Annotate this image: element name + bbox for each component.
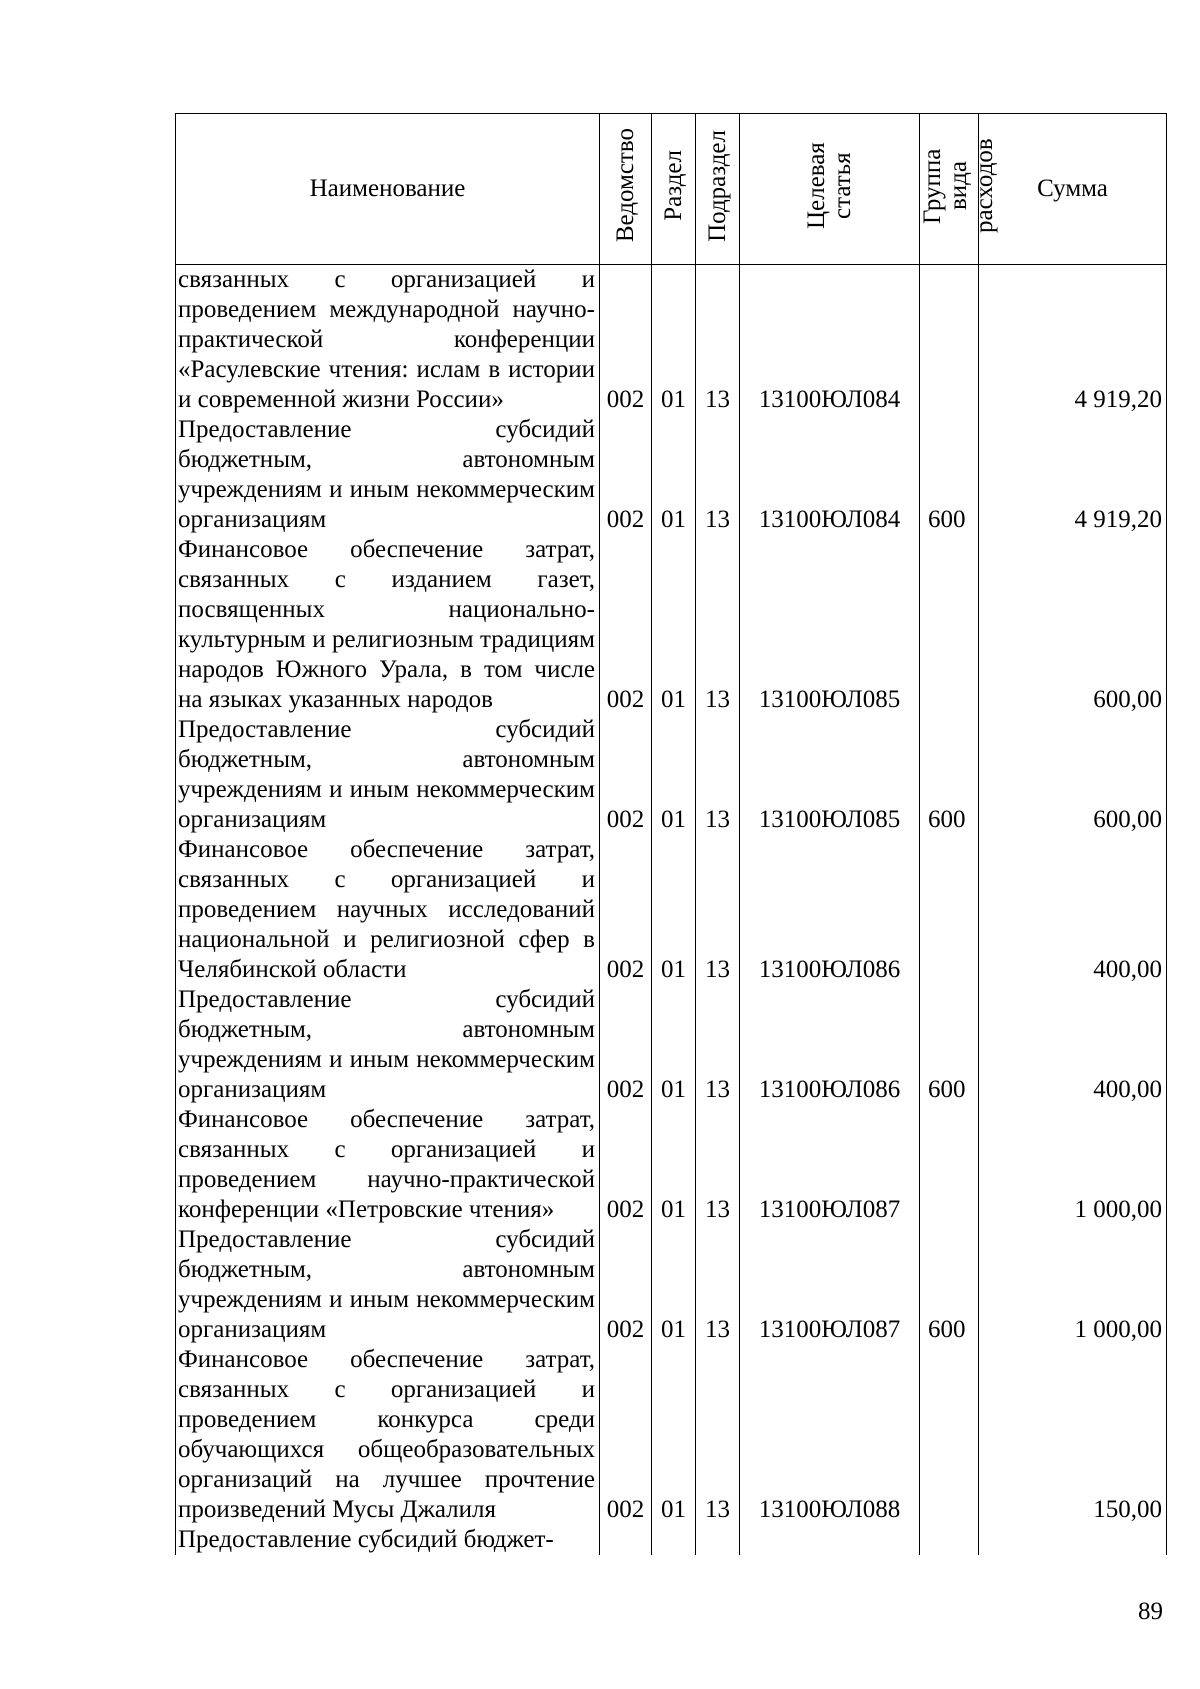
row-summa: 600,00 bbox=[979, 715, 1167, 835]
row-celevaya-statya: 13100ЮЛ086 bbox=[740, 835, 920, 985]
row-razdel: 01 bbox=[652, 415, 696, 535]
row-podrazdel: 13 bbox=[696, 535, 740, 715]
header-name: Наименование bbox=[176, 114, 600, 265]
row-podrazdel: 13 bbox=[696, 715, 740, 835]
table-row bbox=[176, 715, 1167, 835]
row-vedomstvo: 002 bbox=[600, 1345, 652, 1525]
table-row bbox=[176, 415, 1167, 535]
row-razdel: 01 bbox=[652, 535, 696, 715]
budget-table bbox=[175, 113, 1167, 1555]
row-name: связанных с организацией и проведением международной научно-практической конференции «Расулевские чтения: ислам в истории и современной жизни России» bbox=[176, 265, 600, 416]
table-header bbox=[176, 114, 1167, 265]
row-celevaya-statya: 13100ЮЛ087 bbox=[740, 1105, 920, 1225]
row-celevaya-statya: 13100ЮЛ086 bbox=[740, 985, 920, 1105]
header-summa: Сумма bbox=[979, 114, 1167, 265]
row-vedomstvo: 002 bbox=[600, 1225, 652, 1345]
row-name: Предоставление субсидий бюджетным, автономным учреждениям и иным некоммерческим организациям bbox=[176, 415, 600, 535]
row-name: Финансовое обеспечение затрат, связанных с организацией и проведением научно-практической конференции «Петровские чтения» bbox=[176, 1105, 600, 1225]
row-podrazdel: 13 bbox=[696, 1105, 740, 1225]
row-name: Финансовое обеспечение затрат, связанных с изданием газет, посвященных национально-культурным и религиозным традициям народов Южного Урала, в том числе на языках указанных народов bbox=[176, 535, 600, 715]
row-podrazdel: 13 bbox=[696, 415, 740, 535]
row-gruppa bbox=[920, 835, 979, 985]
row-gruppa bbox=[920, 1525, 979, 1555]
table-row bbox=[176, 1105, 1167, 1225]
table-row bbox=[176, 985, 1167, 1105]
row-podrazdel: 13 bbox=[696, 985, 740, 1105]
row-vedomstvo: 002 bbox=[600, 715, 652, 835]
row-razdel: 01 bbox=[652, 1105, 696, 1225]
header-razdel: Раздел bbox=[652, 114, 696, 265]
row-celevaya-statya: 13100ЮЛ085 bbox=[740, 715, 920, 835]
row-podrazdel bbox=[696, 1525, 740, 1555]
row-celevaya-statya: 13100ЮЛ088 bbox=[740, 1345, 920, 1525]
row-celevaya-statya: 13100ЮЛ085 bbox=[740, 535, 920, 715]
row-gruppa: 600 bbox=[920, 1225, 979, 1345]
row-gruppa: 600 bbox=[920, 415, 979, 535]
row-celevaya-statya: 13100ЮЛ084 bbox=[740, 415, 920, 535]
row-razdel bbox=[652, 1525, 696, 1555]
row-razdel: 01 bbox=[652, 1345, 696, 1525]
table-row bbox=[176, 1345, 1167, 1525]
row-summa: 4 919,20 bbox=[979, 415, 1167, 535]
page-number: 89 bbox=[1138, 1598, 1163, 1625]
table-row bbox=[176, 265, 1167, 416]
row-summa: 600,00 bbox=[979, 535, 1167, 715]
row-vedomstvo: 002 bbox=[600, 265, 652, 416]
header-podrazdel: Подраздел bbox=[696, 114, 740, 265]
row-gruppa bbox=[920, 265, 979, 416]
row-podrazdel: 13 bbox=[696, 1345, 740, 1525]
row-podrazdel: 13 bbox=[696, 835, 740, 985]
table-row bbox=[176, 1225, 1167, 1345]
row-vedomstvo bbox=[600, 1525, 652, 1555]
row-summa: 150,00 bbox=[979, 1345, 1167, 1525]
header-gruppa-vida-rashodov: Группа вида расходов bbox=[920, 114, 979, 265]
row-razdel: 01 bbox=[652, 715, 696, 835]
row-name: Финансовое обеспечение затрат, связанных с организацией и проведением научных исследований национальной и религиозной сфер в Челябинской области bbox=[176, 835, 600, 985]
row-name: Предоставление субсидий бюджетным, автономным учреждениям и иным некоммерческим организациям bbox=[176, 1225, 600, 1345]
row-vedomstvo: 002 bbox=[600, 535, 652, 715]
row-gruppa bbox=[920, 1345, 979, 1525]
row-podrazdel: 13 bbox=[696, 265, 740, 416]
row-razdel: 01 bbox=[652, 985, 696, 1105]
row-name: Финансовое обеспечение затрат, связанных с организацией и проведением конкурса среди обучающихся общеобразовательных организаций на лучшее прочтение произведений Мусы Джалиля bbox=[176, 1345, 600, 1525]
row-gruppa bbox=[920, 1105, 979, 1225]
row-vedomstvo: 002 bbox=[600, 835, 652, 985]
table-row bbox=[176, 1525, 1167, 1555]
row-razdel: 01 bbox=[652, 835, 696, 985]
row-summa: 1 000,00 bbox=[979, 1105, 1167, 1225]
row-summa: 4 919,20 bbox=[979, 265, 1167, 416]
row-gruppa bbox=[920, 535, 979, 715]
row-celevaya-statya: 13100ЮЛ087 bbox=[740, 1225, 920, 1345]
row-summa: 400,00 bbox=[979, 985, 1167, 1105]
row-vedomstvo: 002 bbox=[600, 1105, 652, 1225]
row-podrazdel: 13 bbox=[696, 1225, 740, 1345]
header-vedomstvo: Ведомство bbox=[600, 114, 652, 265]
row-vedomstvo: 002 bbox=[600, 415, 652, 535]
row-name: Предоставление субсидий бюджетным, автономным учреждениям и иным некоммерческим организациям bbox=[176, 715, 600, 835]
row-name: Предоставление субсидий бюджетным, автономным учреждениям и иным некоммерческим организациям bbox=[176, 985, 600, 1105]
row-razdel: 01 bbox=[652, 265, 696, 416]
row-summa: 1 000,00 bbox=[979, 1225, 1167, 1345]
table-body bbox=[176, 265, 1167, 1556]
row-celevaya-statya bbox=[740, 1525, 920, 1555]
row-gruppa: 600 bbox=[920, 985, 979, 1105]
row-name: Предоставление субсидий бюджет- bbox=[176, 1525, 600, 1555]
table-row bbox=[176, 535, 1167, 715]
row-razdel: 01 bbox=[652, 1225, 696, 1345]
row-celevaya-statya: 13100ЮЛ084 bbox=[740, 265, 920, 416]
row-gruppa: 600 bbox=[920, 715, 979, 835]
row-vedomstvo: 002 bbox=[600, 985, 652, 1105]
table-row bbox=[176, 835, 1167, 985]
header-celevaya-statya: Целевая статья bbox=[740, 114, 920, 265]
row-summa bbox=[979, 1525, 1167, 1555]
row-summa: 400,00 bbox=[979, 835, 1167, 985]
